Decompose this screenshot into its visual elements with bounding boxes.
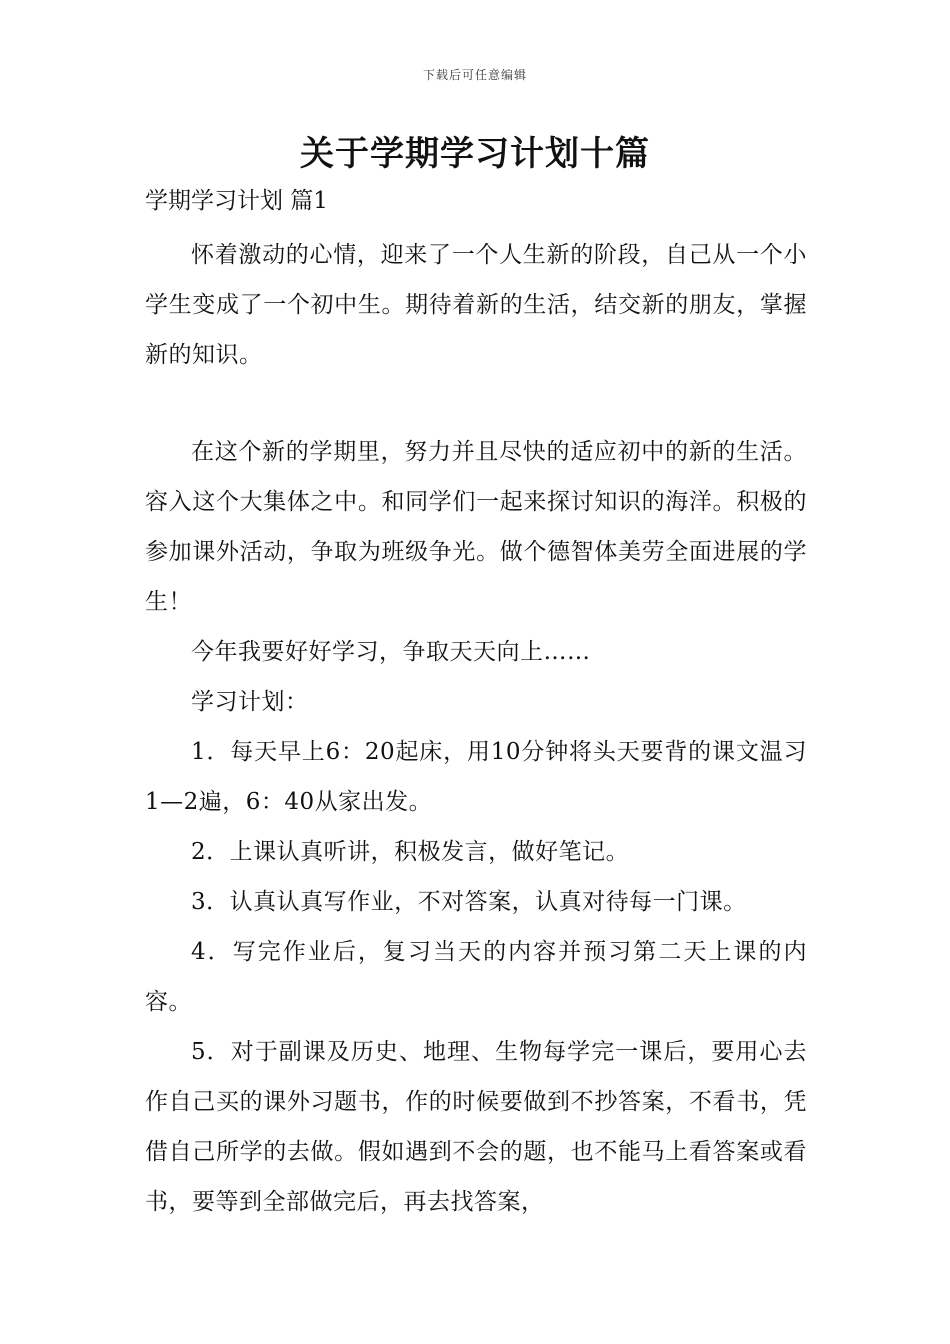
document-title: 关于学期学习计划十篇 (300, 134, 650, 174)
document-body (145, 183, 807, 1227)
paragraph: 怀着激动的心情，迎来了一个人生新的阶段，自己从一个小学生变成了一个初中生。期待着新的生活，结交新的朋友，掌握新的知识。 (145, 242, 807, 368)
list-item: 5．对于副课及历史、地理、生物每学完一课后，要用心去作自己买的课外习题书，作的时候要做到不抄答案，不看书，凭借自己所学的去做。假如遇到不会的题，也不能马上看答案或看书，要等到全部做完后，再去找答案， (145, 1039, 807, 1215)
list-item: 3．认真认真写作业，不对答案，认真对待每一门课。 (191, 889, 747, 915)
section-heading: 学期学习计划 篇1 (145, 188, 328, 214)
list-item: 1．每天早上6：20起床，用10分钟将头天要背的课文温习1—2遍，6：40从家出发。 (145, 739, 807, 815)
list-item: 2．上课认真听讲，积极发言，做好笔记。 (191, 839, 630, 865)
header-note: 下载后可任意编辑 (422, 68, 527, 82)
paragraph: 今年我要好好学习，争取天天向上…… (191, 639, 591, 665)
paragraph: 学习计划： (191, 689, 309, 715)
paragraph: 在这个新的学期里，努力并且尽快的适应初中的新的生活。容入这个大集体之中。和同学们一起来探讨知识的海洋。积极的参加课外活动，争取为班级争光。做个德智体美劳全面进展的学生！ (145, 439, 807, 615)
list-item: 4．写完作业后，复习当天的内容并预习第二天上课的内容。 (145, 939, 807, 1015)
